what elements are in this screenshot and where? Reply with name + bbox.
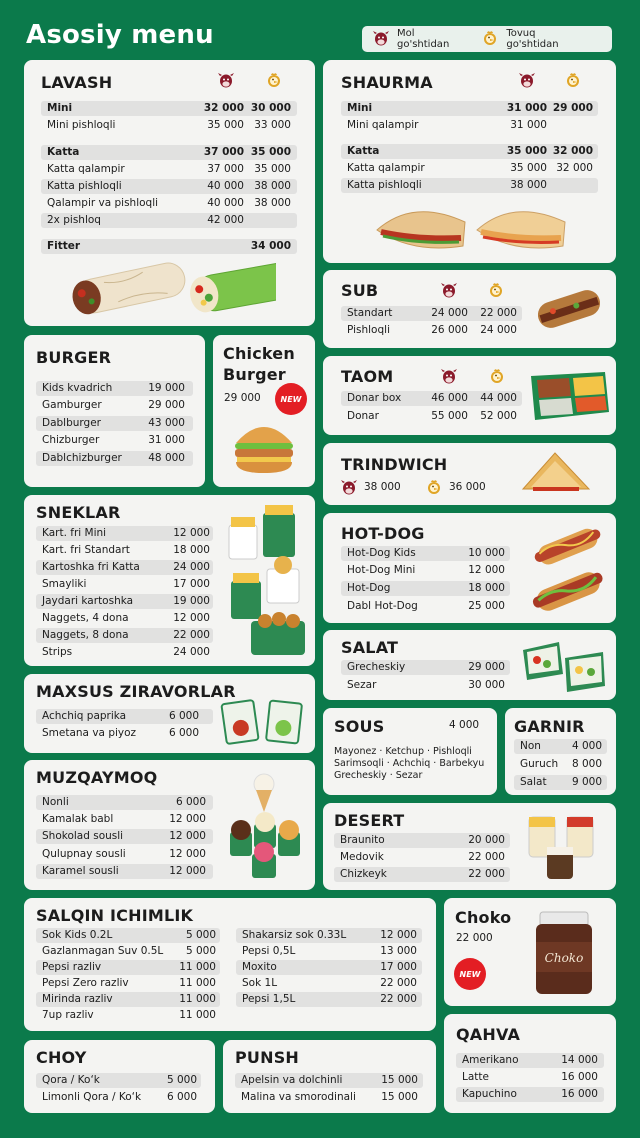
page-title: Asosiy menu — [26, 20, 214, 50]
sous-card — [323, 708, 497, 795]
desert-title: DESERT — [334, 811, 405, 830]
menu-row — [236, 944, 422, 959]
item-name: Karamel sousli — [42, 865, 119, 877]
item-name: Chizburger — [42, 434, 100, 446]
item-name: Grecheskiy — [347, 661, 406, 673]
salat-card — [323, 630, 616, 700]
item-name: Mini qalampir — [347, 119, 419, 131]
item-name: Standart — [347, 307, 393, 319]
item-price: 55 000 — [431, 410, 468, 422]
item-name: Nonli — [42, 796, 69, 808]
ichimlik-title: SALQIN ICHIMLIK — [36, 906, 194, 925]
muzqaymoq-card — [24, 760, 315, 890]
cow-head-icon — [340, 479, 358, 497]
item-name: Naggets, 4 dona — [42, 612, 129, 624]
legend-chicken-label: Tovuq go'shtidan — [506, 28, 559, 50]
item-price: 24 000 — [173, 561, 210, 573]
item-name: Pishloqli — [347, 324, 390, 336]
cow-head-icon — [440, 282, 458, 300]
ichimlik-card — [24, 898, 436, 1031]
menu-row — [341, 306, 522, 321]
item-price: 38 000 — [510, 179, 547, 191]
item-price: 9 000 — [571, 776, 602, 788]
item-price: 32 000 — [203, 102, 244, 114]
item-price: 35 000 — [510, 162, 547, 174]
trindwich-beef-price: 38 000 — [364, 481, 401, 493]
item-price: 11 000 — [179, 961, 216, 973]
item-name: Mini — [47, 102, 73, 114]
menu-row — [36, 992, 220, 1007]
cow-head-icon — [217, 72, 235, 90]
menu-row — [341, 409, 522, 424]
item-price: 12 000 — [169, 848, 206, 860]
hotdog-image — [527, 519, 607, 623]
menu-row — [334, 867, 510, 882]
item-name: Kids kvadrich — [42, 382, 113, 394]
cow-head-icon — [440, 368, 458, 386]
item-name: Kamalak babl — [42, 813, 114, 825]
ziravorlar-title: MAXSUS ZIRAVORLAR — [36, 682, 236, 701]
menu-row — [41, 118, 297, 133]
burger-title: BURGER — [36, 348, 112, 367]
trindwich-card — [323, 443, 616, 505]
menu-row — [36, 451, 193, 466]
menu-row — [235, 1090, 423, 1105]
item-price-chicken: 33 000 — [254, 119, 291, 131]
menu-row — [41, 213, 297, 228]
menu-row — [36, 416, 193, 431]
menu-row — [514, 739, 607, 754]
menu-row — [341, 101, 598, 116]
menu-row — [36, 1008, 220, 1023]
item-name: Mini — [347, 102, 373, 114]
item-price: 42 000 — [207, 214, 244, 226]
menu-row — [41, 101, 297, 116]
sneklar-title: SNEKLAR — [36, 503, 121, 522]
menu-row — [41, 162, 297, 177]
item-name: Qalampir va pishloqli — [47, 197, 159, 209]
item-price: 6 000 — [175, 796, 206, 808]
item-price: 12 000 — [169, 813, 206, 825]
item-price-chicken: 35 000 — [254, 163, 291, 175]
item-price: 5 000 — [185, 945, 216, 957]
menu-row — [36, 726, 213, 741]
qahva-title: QAHVA — [456, 1025, 521, 1044]
sneklar-image — [221, 503, 309, 663]
item-name: Moxito — [242, 961, 277, 973]
item-name: Dablburger — [42, 417, 101, 429]
item-price: 48 000 — [148, 452, 185, 464]
new-badge: NEW — [454, 958, 486, 990]
item-price-chicken: 29 000 — [552, 102, 593, 114]
item-name: Katta — [47, 146, 80, 158]
choko-card — [444, 898, 616, 1006]
chicken-head-icon — [265, 72, 283, 90]
item-name: Kapuchino — [462, 1088, 517, 1100]
item-price: 22 000 — [380, 977, 417, 989]
item-price: 16 000 — [561, 1088, 598, 1100]
menu-row — [36, 560, 213, 575]
item-price-chicken: 52 000 — [480, 410, 517, 422]
item-price: 11 000 — [179, 977, 216, 989]
menu-row — [36, 645, 213, 660]
item-price: 15 000 — [381, 1091, 418, 1103]
item-name: Katta qalampir — [47, 163, 125, 175]
punsh-title: PUNSH — [235, 1048, 300, 1067]
item-price: 18 000 — [173, 544, 210, 556]
item-price-chicken: 24 000 — [480, 324, 517, 336]
item-name: Gazlanmagan Suv 0.5L — [42, 945, 164, 957]
item-price-chicken: 38 000 — [254, 180, 291, 192]
item-price-chicken: 35 000 — [250, 146, 291, 158]
item-name: Katta qalampir — [347, 162, 425, 174]
item-price: 12 000 — [169, 830, 206, 842]
item-name: Shakarsiz sok 0.33L — [242, 929, 347, 941]
item-name: Shokolad sousli — [42, 830, 124, 842]
chicken-burger-title-1: Chicken — [223, 344, 295, 363]
qahva-card — [444, 1014, 616, 1113]
menu-row — [341, 144, 598, 159]
menu-row — [514, 757, 607, 772]
menu-row — [36, 381, 193, 396]
item-name: Strips — [42, 646, 73, 658]
item-name: Smayliki — [42, 578, 87, 590]
menu-row — [36, 543, 213, 558]
sous-list-2: Sarimsoqli · Achchiq · Barbekyu — [334, 758, 485, 769]
sous-list-1: Mayonez · Ketchup · Pishloqli — [334, 746, 472, 757]
menu-row — [41, 145, 297, 160]
ziravorlar-image — [220, 698, 306, 750]
menu-row — [341, 546, 510, 561]
menu-row — [41, 196, 297, 211]
ziravorlar-card — [24, 674, 315, 753]
menu-row — [341, 323, 522, 338]
item-name: Mirinda razliv — [42, 993, 113, 1005]
item-price: 35 000 — [207, 119, 244, 131]
item-name: Katta — [347, 145, 380, 157]
garnir-title: GARNIR — [514, 717, 585, 736]
item-name: Qulupnay sousli — [42, 848, 126, 860]
item-price: 5 000 — [166, 1074, 197, 1086]
cow-head-icon — [372, 30, 390, 48]
item-name: Hot-Dog Mini — [347, 564, 416, 576]
legend — [362, 26, 612, 52]
item-price: 37 000 — [203, 146, 244, 158]
item-price: 22 000 — [380, 993, 417, 1005]
item-price-chicken: 34 000 — [250, 240, 291, 252]
muzqaymoq-image — [222, 768, 306, 886]
item-price-chicken: 22 000 — [480, 307, 517, 319]
menu-row — [36, 1090, 201, 1105]
item-price: 5 000 — [185, 929, 216, 941]
item-name: Qora / Ko‘k — [42, 1074, 100, 1086]
item-name: Medovik — [340, 851, 384, 863]
item-name: Sezar — [347, 679, 377, 691]
item-price: 12 000 — [173, 612, 210, 624]
chicken-burger-title-2: Burger — [223, 365, 286, 384]
chicken-burger-price: 29 000 — [224, 392, 261, 404]
salat-image — [519, 634, 609, 700]
item-price: 31 000 — [148, 434, 185, 446]
item-price: 6 000 — [166, 1091, 197, 1103]
item-price: 15 000 — [381, 1074, 418, 1086]
item-price: 35 000 — [506, 145, 547, 157]
salat-title: SALAT — [341, 638, 399, 657]
item-price: 26 000 — [431, 324, 468, 336]
item-price: 17 000 — [173, 578, 210, 590]
muzqaymoq-title: MUZQAYMOQ — [36, 768, 158, 787]
item-name: Jaydari kartoshka — [42, 595, 134, 607]
item-price: 40 000 — [207, 197, 244, 209]
menu-row — [341, 660, 510, 675]
item-name: 2x pishloq — [47, 214, 101, 226]
item-price: 24 000 — [431, 307, 468, 319]
chicken-head-icon — [425, 479, 443, 497]
shaurma-title: SHAURMA — [341, 73, 433, 92]
item-price: 12 000 — [380, 929, 417, 941]
lavash-image — [66, 258, 276, 322]
garnir-card — [505, 708, 616, 795]
item-name: Pepsi razliv — [42, 961, 102, 973]
sous-price: 4 000 — [449, 719, 480, 731]
shaurma-card — [323, 60, 616, 263]
burger-card — [24, 335, 205, 487]
menu-row — [334, 850, 510, 865]
item-name: Braunito — [340, 834, 385, 846]
sub-image — [533, 284, 605, 338]
menu-row — [41, 239, 297, 254]
menu-row — [456, 1070, 604, 1085]
menu-row — [36, 864, 213, 879]
item-name: Donar box — [347, 392, 402, 404]
menu-row — [41, 179, 297, 194]
item-price: 8 000 — [571, 758, 602, 770]
legend-beef — [372, 28, 467, 50]
item-price: 13 000 — [380, 945, 417, 957]
menu-row — [236, 992, 422, 1007]
item-name: Dablchizburger — [42, 452, 122, 464]
menu-row — [341, 678, 510, 693]
trindwich-chicken-price: 36 000 — [449, 481, 486, 493]
item-name: Apelsin va dolchinli — [241, 1074, 343, 1086]
item-price: 12 000 — [468, 564, 505, 576]
taom-title: TAOM — [341, 367, 394, 386]
hotdog-card — [323, 513, 616, 623]
item-price: 29 000 — [468, 661, 505, 673]
menu-row — [341, 599, 510, 614]
item-name: Pepsi Zero razliv — [42, 977, 129, 989]
item-name: Achchiq paprika — [42, 710, 127, 722]
item-price: 30 000 — [468, 679, 505, 691]
menu-row — [36, 829, 213, 844]
choko-jar-label: Choko — [544, 951, 584, 965]
item-price: 6 000 — [168, 727, 199, 739]
item-price: 31 000 — [510, 119, 547, 131]
item-price: 12 000 — [169, 865, 206, 877]
item-price: 29 000 — [148, 399, 185, 411]
item-name: 7up razliv — [42, 1009, 94, 1021]
menu-row — [36, 795, 213, 810]
item-name: Naggets, 8 dona — [42, 629, 129, 641]
menu-row — [236, 976, 422, 991]
item-name: Amerikano — [462, 1054, 519, 1066]
choko-jar-image — [532, 908, 596, 1002]
menu-row — [341, 178, 598, 193]
menu-row — [36, 594, 213, 609]
item-price: 22 000 — [468, 868, 505, 880]
menu-row — [36, 976, 220, 991]
item-price: 10 000 — [468, 547, 505, 559]
item-price: 37 000 — [207, 163, 244, 175]
menu-row — [36, 960, 220, 975]
sneklar-card — [24, 495, 315, 666]
chicken-head-icon — [481, 30, 499, 48]
menu-row — [36, 398, 193, 413]
desert-card — [323, 803, 616, 890]
item-price: 6 000 — [168, 710, 199, 722]
chicken-burger-card — [213, 335, 315, 487]
item-price: 24 000 — [173, 646, 210, 658]
new-badge: NEW — [275, 383, 307, 415]
menu-row — [36, 944, 220, 959]
menu-row — [236, 928, 422, 943]
choy-card — [24, 1040, 215, 1113]
legend-beef-label: Mol go'shtidan — [397, 28, 450, 50]
menu-row — [36, 928, 220, 943]
menu-row — [334, 833, 510, 848]
menu-row — [341, 118, 598, 133]
item-price: 19 000 — [173, 595, 210, 607]
punsh-card — [223, 1040, 436, 1113]
item-name: Fitter — [47, 240, 81, 252]
desert-image — [523, 811, 603, 887]
menu-row — [236, 960, 422, 975]
item-price: 19 000 — [148, 382, 185, 394]
item-name: Sok Kids 0.2L — [42, 929, 113, 941]
item-name: Kart. fri Mini — [42, 527, 107, 539]
shaurma-image — [373, 200, 573, 259]
menu-row — [36, 709, 213, 724]
sous-list-3: Grecheskiy · Sezar — [334, 770, 423, 781]
menu-row — [456, 1087, 604, 1102]
menu-row — [36, 812, 213, 827]
item-price-chicken: 32 000 — [552, 145, 593, 157]
menu-row — [235, 1073, 423, 1088]
item-name: Sok 1L — [242, 977, 278, 989]
chicken-burger-image — [232, 415, 296, 481]
item-price: 20 000 — [468, 834, 505, 846]
sous-title: SOUS — [334, 717, 385, 736]
choko-price: 22 000 — [456, 932, 493, 944]
menu-row — [341, 391, 522, 406]
item-name: Mini pishloqli — [47, 119, 116, 131]
item-name: Guruch — [520, 758, 559, 770]
chicken-head-icon — [488, 368, 506, 386]
item-name: Hot-Dog — [347, 582, 391, 594]
item-name: Donar — [347, 410, 379, 422]
menu-row — [341, 161, 598, 176]
item-name: Malina va smorodinali — [241, 1091, 356, 1103]
menu-row — [36, 433, 193, 448]
sub-card — [323, 270, 616, 348]
item-price: 25 000 — [468, 600, 505, 612]
lavash-card — [24, 60, 315, 326]
item-price: 16 000 — [561, 1071, 598, 1083]
legend-chicken — [481, 28, 588, 50]
item-price: 11 000 — [179, 1009, 216, 1021]
item-name: Hot-Dog Kids — [347, 547, 416, 559]
item-price: 22 000 — [468, 851, 505, 863]
item-name: Dabl Hot-Dog — [347, 600, 418, 612]
menu-row — [36, 847, 213, 862]
item-price: 17 000 — [380, 961, 417, 973]
item-name: Limonli Qora / Ko‘k — [42, 1091, 142, 1103]
menu-row — [341, 581, 510, 596]
menu-row — [36, 526, 213, 541]
item-name: Pepsi 1,5L — [242, 993, 296, 1005]
chicken-head-icon — [564, 72, 582, 90]
hotdog-title: HOT-DOG — [341, 524, 425, 543]
menu-row — [456, 1053, 604, 1068]
menu-row — [514, 775, 607, 790]
item-price: 11 000 — [179, 993, 216, 1005]
menu-row — [341, 563, 510, 578]
item-price: 22 000 — [173, 629, 210, 641]
menu-row — [36, 577, 213, 592]
item-price: 40 000 — [207, 180, 244, 192]
item-price-chicken: 44 000 — [480, 392, 517, 404]
item-price: 12 000 — [173, 527, 210, 539]
menu-row — [36, 611, 213, 626]
item-name: Katta pishloqli — [47, 180, 122, 192]
item-price-chicken: 32 000 — [556, 162, 593, 174]
choy-title: CHOY — [36, 1048, 87, 1067]
choko-title: Choko — [455, 908, 512, 927]
sub-title: SUB — [341, 281, 379, 300]
item-price: 43 000 — [148, 417, 185, 429]
item-price: 14 000 — [561, 1054, 598, 1066]
trindwich-title: TRINDWICH — [341, 455, 448, 474]
cow-head-icon — [518, 72, 536, 90]
item-name: Katta pishloqli — [347, 179, 422, 191]
item-price: 46 000 — [431, 392, 468, 404]
item-name: Gamburger — [42, 399, 102, 411]
item-price: 18 000 — [468, 582, 505, 594]
item-price-chicken: 38 000 — [254, 197, 291, 209]
item-name: Kartoshka fri Katta — [42, 561, 140, 573]
item-name: Kart. fri Standart — [42, 544, 130, 556]
menu-row — [36, 628, 213, 643]
chicken-head-icon — [487, 282, 505, 300]
item-name: Latte — [462, 1071, 489, 1083]
menu-row — [36, 1073, 201, 1088]
lavash-title: LAVASH — [41, 73, 113, 92]
item-name: Pepsi 0,5L — [242, 945, 296, 957]
taom-card — [323, 356, 616, 435]
item-name: Salat — [520, 776, 547, 788]
item-price: 31 000 — [506, 102, 547, 114]
trindwich-image — [519, 449, 593, 505]
item-price: 4 000 — [571, 740, 602, 752]
item-name: Chizkeyk — [340, 868, 387, 880]
item-price-chicken: 30 000 — [250, 102, 291, 114]
item-name: Smetana va piyoz — [42, 727, 137, 739]
item-name: Non — [520, 740, 541, 752]
taom-image — [525, 368, 611, 428]
